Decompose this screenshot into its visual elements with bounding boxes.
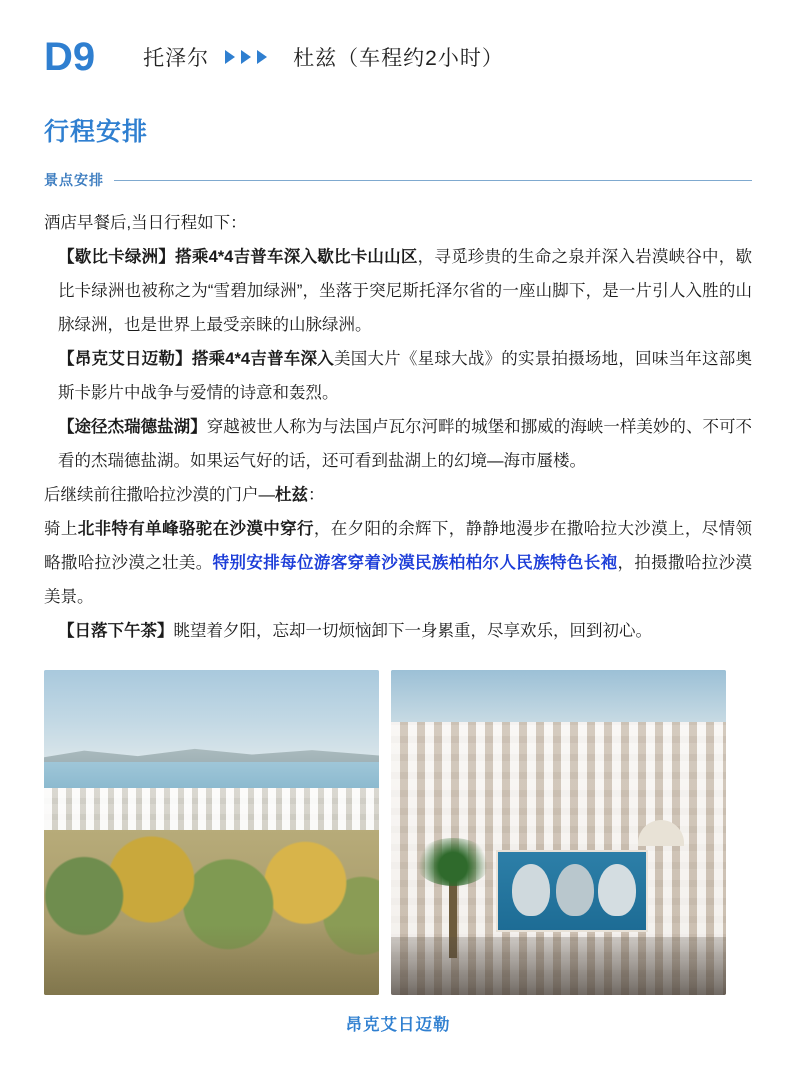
paragraph-douz-lead [44,478,752,512]
gallery-caption: 昂克艾日迈勒 [345,1016,451,1034]
route-origin: 托泽尔 [143,47,210,70]
douz-lead-pre: 后继续前往撒哈拉沙漠的门户— [44,486,275,504]
chott-text: 穿越被世人称为与法国卢瓦尔河畔的城堡和挪威的海峡一样美妙的、不可不看的杰瑞德盐湖。如果运气好的话，还可看到盐湖上的幻境—海市蜃楼。 [58,418,753,470]
ong-jemel-title: 【昂克艾日迈勒】搭乘4*4吉普车深入 [58,350,334,368]
route-destination: 杜兹（车程约2小时） [293,47,504,70]
mural-face-left [512,864,550,916]
photo-gallery [44,670,752,995]
double-chevron-right-icon [223,47,279,67]
day-badge: D9 [44,35,96,79]
subsection-label: 景点安排 [44,172,104,188]
photo2-mural [496,850,648,932]
intro-paragraph [44,206,752,240]
chott-title: 【途径杰瑞德盐湖】 [58,418,207,436]
paragraph-chott-el-jerid [44,410,752,478]
special-arrangement-highlight: 特别安排每位游客穿着沙漠民族柏柏尔人民族特色长袍 [212,554,618,572]
chebika-text: ，寻觅珍贵的生命之泉并深入岩漠峡谷中，歇比卡绿洲也被称之为“雪碧加绿洲”，坐落于突尼斯托泽尔省的一座山脚下，是一片引人入胜的山脉绿洲，也是世界上最受亲睐的山脉绿洲。 [58,248,753,334]
photo-sky [44,670,379,762]
medina-rooftops-photo [391,670,726,995]
coastal-village-photo [44,670,379,995]
mural-face-right [598,864,636,916]
camel-bold: 北非特有单峰骆驼在沙漠中穿行 [77,520,314,538]
chebika-title: 【歇比卡绿洲】搭乘4*4吉普车深入歇比卡山山区 [58,248,418,266]
camel-end: ，拍摄撒哈拉沙漠美景。 [44,554,753,606]
page-title: 行程安排 [44,118,149,146]
douz-lead-post: ： [308,486,325,504]
camel-pre: 骑上 [44,520,78,538]
subsection-header [44,170,752,190]
douz-name: 杜兹 [275,486,308,504]
photo-foreground [44,925,379,995]
paragraph-sunset-tea [44,614,752,648]
intro-text: 酒店早餐后,当日行程如下： [44,214,247,232]
camel-mid: ，在夕阳的余辉下，静静地漫步在撒哈拉大沙漠上，尽情领略撒哈拉沙漠之壮美。 [44,520,753,572]
photo2-crowd [391,937,726,995]
paragraph-camel-ride [44,512,752,614]
sunset-tea-title: 【日落下午茶】 [58,622,174,640]
divider [114,180,752,181]
page-header [44,0,752,88]
route-line [143,42,504,72]
paragraph-ong-jemel [44,342,752,410]
paragraph-chebika [44,240,752,342]
mural-face-center [556,864,594,916]
ong-jemel-text: 美国大片《星球大战》的实景拍摄场地，回味当年这部奥斯卡影片中战争与爱情的诗意和轰烈。 [58,350,752,402]
itinerary-body [44,206,752,648]
sunset-tea-text: 眺望着夕阳，忘却一切烦恼卸下一身累重，尽享欢乐，回到初心。 [173,622,652,640]
